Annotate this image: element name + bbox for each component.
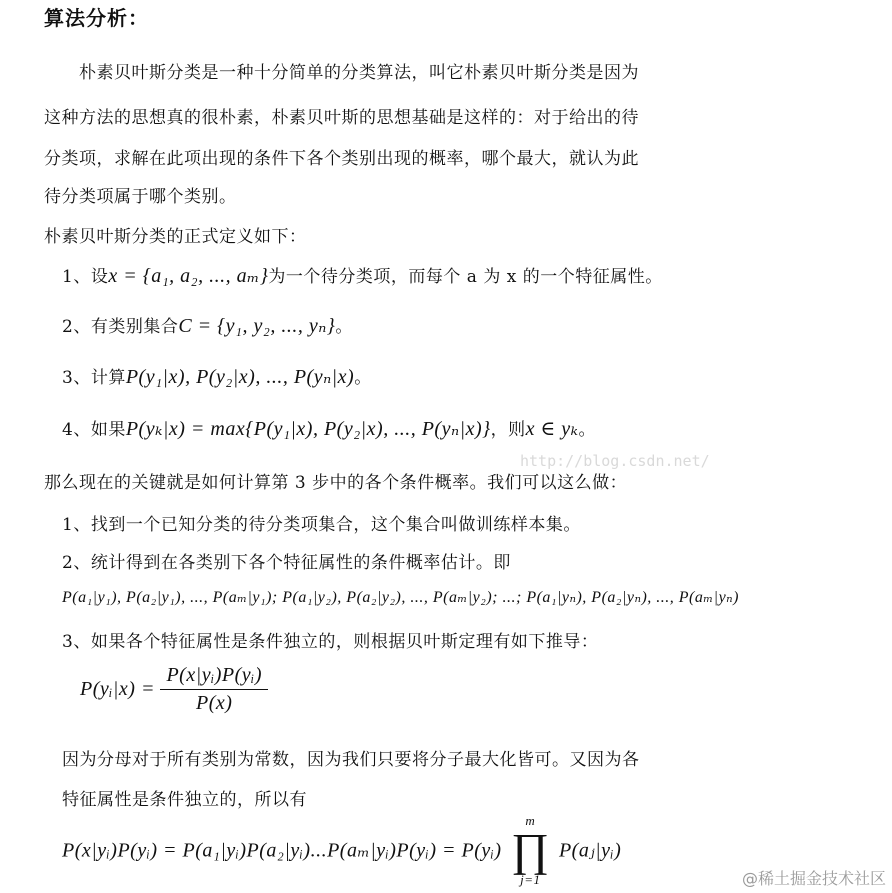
- procedure-step-3: 3、如果各个特征属性是条件独立的，则根据贝叶斯定理有如下推导：: [62, 632, 599, 652]
- conclusion-line-1: 因为分母对于所有类别为常数，因为我们只要将分子最大化皆可。又因为各: [62, 750, 640, 770]
- product-upper-limit: m: [525, 813, 536, 828]
- product-lower-limit: j=1: [520, 872, 541, 887]
- key-question: 那么现在的关键就是如何计算第 3 步中的各个条件概率。我们可以这么做：: [44, 473, 628, 493]
- step-1-suffix: 为一个待分类项，而每个 a 为 x 的一个特征属性。: [268, 267, 663, 287]
- step-2: [62, 312, 353, 338]
- product-symbol: ∏: [511, 824, 550, 875]
- intro-line-1: 朴素贝叶斯分类是一种十分简单的分类算法，叫它朴素贝叶斯分类是因为: [79, 63, 639, 83]
- step-4-prefix: 4、如果: [62, 420, 126, 440]
- procedure-step-2-math: P(a₁|y₁), P(a₂|y₁), ..., P(aₘ|y₁); P(a₁|y₂), P(a₂|y₂), ..., P(aₘ|y₂); ...; P(a₁|yₙ), P(a₂|yₙ), ..., P(aₘ|yₙ): [62, 589, 739, 606]
- product-operator: [511, 814, 549, 886]
- step-2-prefix: 2、有类别集合: [62, 317, 179, 337]
- step-4-math-2: x ∈ yₖ: [525, 418, 579, 440]
- conclusion-line-2: 特征属性是条件独立的，所以有: [62, 790, 307, 810]
- bayes-lhs: P(yᵢ|x) =: [80, 678, 155, 700]
- bayes-formula: [80, 664, 268, 715]
- step-3-math: P(y₁|x), P(y₂|x), ..., P(yₙ|x): [125, 366, 355, 388]
- step-1-math: x = {a₁, a₂, ..., aₘ}: [108, 265, 269, 287]
- intro-line-3: 分类项，求解在此项出现的条件下各个类别出现的概率，哪个最大，就认为此: [44, 149, 639, 169]
- bayes-fraction: [160, 664, 268, 715]
- juejin-watermark: @稀土掘金技术社区: [741, 869, 886, 888]
- step-2-math: C = {y₁, y₂, ..., yₙ}: [178, 315, 336, 337]
- step-1-prefix: 1、设: [62, 267, 109, 287]
- step-3-suffix: 。: [354, 368, 372, 388]
- csdn-watermark-url: http://blog.csdn.net/: [520, 452, 710, 470]
- step-1: [62, 262, 663, 288]
- step-4-math: P(yₖ|x) = max{P(y₁|x), P(y₂|x), ..., P(yₙ|x)}: [125, 418, 491, 440]
- step-4: [62, 415, 596, 441]
- product-formula: [62, 814, 621, 886]
- intro-line-2: 这种方法的思想真的很朴素，朴素贝叶斯的思想基础是这样的：对于给出的待: [44, 108, 639, 128]
- definition-heading: 朴素贝叶斯分类的正式定义如下：: [44, 227, 307, 247]
- procedure-step-2: 2、统计得到在各类别下各个特征属性的条件概率估计。即: [62, 553, 511, 573]
- bayes-denominator: P(x): [196, 692, 233, 714]
- product-lhs: P(x|yᵢ)P(yᵢ) = P(a₁|yᵢ)P(a₂|yᵢ)...P(aₘ|yᵢ)P(yᵢ) = P(yᵢ): [62, 839, 502, 862]
- step-3-prefix: 3、计算: [62, 368, 126, 388]
- procedure-step-1: 1、找到一个已知分类的待分类项集合，这个集合叫做训练样本集。: [62, 515, 581, 535]
- step-2-suffix: 。: [335, 317, 353, 337]
- product-rhs: P(aⱼ|yᵢ): [558, 839, 622, 862]
- intro-line-4: 待分类项属于哪个类别。: [44, 187, 237, 207]
- step-4-mid: ，则: [490, 420, 526, 440]
- step-4-suffix: 。: [578, 420, 596, 440]
- step-3: [62, 363, 372, 389]
- section-title: 算法分析：: [44, 6, 149, 30]
- bayes-numerator: P(x|yᵢ)P(yᵢ): [160, 664, 268, 690]
